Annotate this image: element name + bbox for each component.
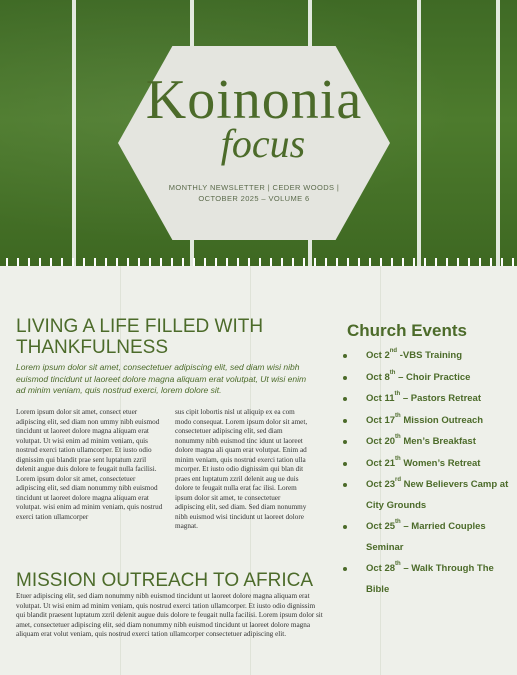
hash-mark xyxy=(446,258,448,266)
hash-mark xyxy=(347,258,349,266)
hash-mark xyxy=(336,258,338,266)
yard-line xyxy=(72,0,76,266)
event-label: Mission Outreach xyxy=(400,414,484,426)
event-label: – Walk Through The Bible xyxy=(366,563,494,595)
hash-mark xyxy=(116,258,118,266)
hash-mark xyxy=(248,258,250,266)
masthead-subtitle: focus xyxy=(220,121,306,166)
events-list xyxy=(340,346,515,601)
event-date-suffix: th xyxy=(395,412,401,419)
event-date: Oct 2 xyxy=(366,350,390,361)
article-lead: Lorem ipsum dolor sit amet, consectetuer adipiscing elit, sed diam wisi nibh euismod tincidunt ut laoreet dolore magna aliquam erat volutpat, Ut wisi enim ad minim veniam, quis nostrud exerci, lorem dolore sit. xyxy=(16,362,307,395)
bullet-icon xyxy=(343,462,347,466)
hash-mark xyxy=(314,258,316,266)
bullet-icon xyxy=(343,376,347,380)
hash-mark xyxy=(237,258,239,266)
event-item xyxy=(340,389,515,410)
event-date: Oct 17 xyxy=(366,414,396,426)
event-date-suffix: th xyxy=(395,519,401,525)
bullet-icon xyxy=(343,397,347,401)
bullet-icon xyxy=(343,419,347,423)
hash-mark xyxy=(171,258,173,266)
hash-mark xyxy=(94,258,96,266)
hash-mark xyxy=(193,258,195,266)
hash-mark xyxy=(369,258,371,266)
event-label: New Believers Camp at City Grounds xyxy=(366,479,509,511)
hash-mark xyxy=(160,258,162,266)
event-label: Women’s Retreat xyxy=(400,457,481,469)
event-label: – Married Couples Seminar xyxy=(366,521,486,553)
event-date-suffix: th xyxy=(394,391,401,397)
meta-line-1: MONTHLY NEWSLETTER | CEDER WOODS | xyxy=(168,183,340,192)
article-column-1: Lorem ipsum dolor sit amet, consect etuer adipiscing elit, sed diam non ummy nibh euismod tincidunt ut laoreet dolore magna aliquam erat volutpat. Ut wisi enim ad minim veniam, quis nostrud exerci tation ullamcorper. Et iusto odio dignissim qui blandit prae sent luptatum zzril delenit augue duis dolore te feugait nulla facilisi. Lorem ipsum dolor sit amet, consectetuer adipiscing elit, sed diam nonummy nibh euismod tincidunt ut laoreet dolore magna aliquam erat volutpat. wisi enim ad minim veniam, quis nostrud exerci tation ullamcorper xyxy=(16,408,163,521)
hash-mark xyxy=(292,258,294,266)
hash-mark xyxy=(149,258,151,266)
hash-mark xyxy=(281,258,283,266)
hash-mark xyxy=(391,258,393,266)
masthead-badge xyxy=(118,46,390,240)
hash-mark xyxy=(61,258,63,266)
masthead-title: Koinonia xyxy=(145,69,363,131)
hash-mark xyxy=(501,258,503,266)
hash-mark xyxy=(303,258,305,266)
event-item xyxy=(340,517,515,558)
hash-mark xyxy=(413,258,415,266)
hash-mark xyxy=(380,258,382,266)
masthead-meta xyxy=(118,182,390,204)
event-date: Oct 21 xyxy=(366,457,396,469)
hash-mark xyxy=(457,258,459,266)
event-label: Men’s Breakfast xyxy=(400,436,476,447)
hash-mark xyxy=(138,258,140,266)
event-date: Oct 8 xyxy=(366,371,390,383)
hash-mark xyxy=(259,258,261,266)
event-date-suffix: nd xyxy=(389,348,398,354)
bullet-icon xyxy=(343,483,347,487)
hash-mark xyxy=(479,258,481,266)
event-label: -VBS Training xyxy=(397,350,463,361)
event-date-suffix: th xyxy=(395,434,401,440)
article-column-2: sus cipit lobortis nisl ut aliquip ex ea com modo consequat. Lorem ipsum dolor sit amet, consectetuer adipiscing elit, sed diam nonummy nibh euismod tinc idunt ut laoreet dolore magna ali quam erat volutpat. Enim ad minim veniam, quis nostrud exerci tation ulla mcorper. Et iusto odio dignissim qui blan dit praes ent luptatum zzril delenit aug ue duis dolore te feugait nulla erat fac ilisi. Lorem ipsum dolor sit amet, te consectetuer adipiscing elit, sed diam. Sed diam nonummy nibh euismod wisi tincidunt ut laoreet dolore magnat. xyxy=(175,408,308,530)
hash-mark xyxy=(105,258,107,266)
hash-mark xyxy=(468,258,470,266)
event-date-suffix: th xyxy=(395,561,401,567)
hash-mark xyxy=(6,258,8,266)
bullet-icon xyxy=(343,440,347,444)
bullet-icon xyxy=(343,567,347,571)
event-date: Oct 20 xyxy=(366,436,396,447)
yard-line xyxy=(496,0,500,266)
hash-mark xyxy=(435,258,437,266)
hash-mark xyxy=(226,258,228,266)
hash-mark xyxy=(182,258,184,266)
article-heading: LIVING A LIFE FILLED WITH THANKFULNESS xyxy=(16,316,264,358)
mission-body: Etuer adipiscing elit, sed diam nonummy nibh euismod tincidunt ut laoreet dolore magna aliquam erat volutpat. Ut wisi enim ad minim veniam, quis nostrud exerci tation ullamcorper. Et iusto odio dignissim qui blandit praesent luptatum zzril delenit augue duis dolore te feugait nulla facilisi. Lorem ipsum dolor sit amet, consectetuer adipiscing elit, sed diam nonummy nibh euismod tincidunt ut laoreet dolore magna aliquam erat volut veniam, quis nostrud exerci tation ullamcorper consectetuer adipiscing elit. xyxy=(16,592,323,638)
yard-line xyxy=(417,0,421,266)
event-item xyxy=(340,411,515,432)
event-date: Oct 28 xyxy=(366,563,396,574)
event-label: – Pastors Retreat xyxy=(400,393,481,404)
hash-mark xyxy=(83,258,85,266)
mission-heading: MISSION OUTREACH TO AFRICA xyxy=(16,570,314,591)
event-date: Oct 23 xyxy=(366,479,396,490)
event-item xyxy=(340,346,515,367)
event-date-suffix: th xyxy=(395,455,401,462)
bullet-icon xyxy=(343,354,347,358)
hash-mark xyxy=(72,258,74,266)
event-item xyxy=(340,559,515,600)
event-date-suffix: rd xyxy=(395,477,402,483)
event-date-suffix: th xyxy=(389,369,396,376)
hash-mark xyxy=(39,258,41,266)
event-item xyxy=(340,368,515,389)
hash-mark xyxy=(270,258,272,266)
hash-mark xyxy=(28,258,30,266)
event-date: Oct 25 xyxy=(366,521,396,532)
hash-mark xyxy=(204,258,206,266)
event-label: – Choir Practice xyxy=(395,371,471,383)
hash-mark xyxy=(402,258,404,266)
meta-line-2: OCTOBER 2025 – VOLUME 6 xyxy=(198,194,310,203)
hash-mark xyxy=(17,258,19,266)
hash-mark xyxy=(424,258,426,266)
event-item xyxy=(340,432,515,453)
hash-mark xyxy=(490,258,492,266)
bullet-icon xyxy=(343,525,347,529)
event-item xyxy=(340,475,515,516)
hash-mark xyxy=(325,258,327,266)
hash-mark xyxy=(512,258,514,266)
football-field-header xyxy=(0,0,517,266)
events-heading: Church Events xyxy=(347,321,467,340)
hash-mark xyxy=(127,258,129,266)
hash-mark xyxy=(358,258,360,266)
hash-mark xyxy=(215,258,217,266)
hash-mark xyxy=(50,258,52,266)
event-date: Oct 11 xyxy=(366,393,395,404)
event-item xyxy=(340,454,515,475)
newsletter-body xyxy=(0,266,517,675)
